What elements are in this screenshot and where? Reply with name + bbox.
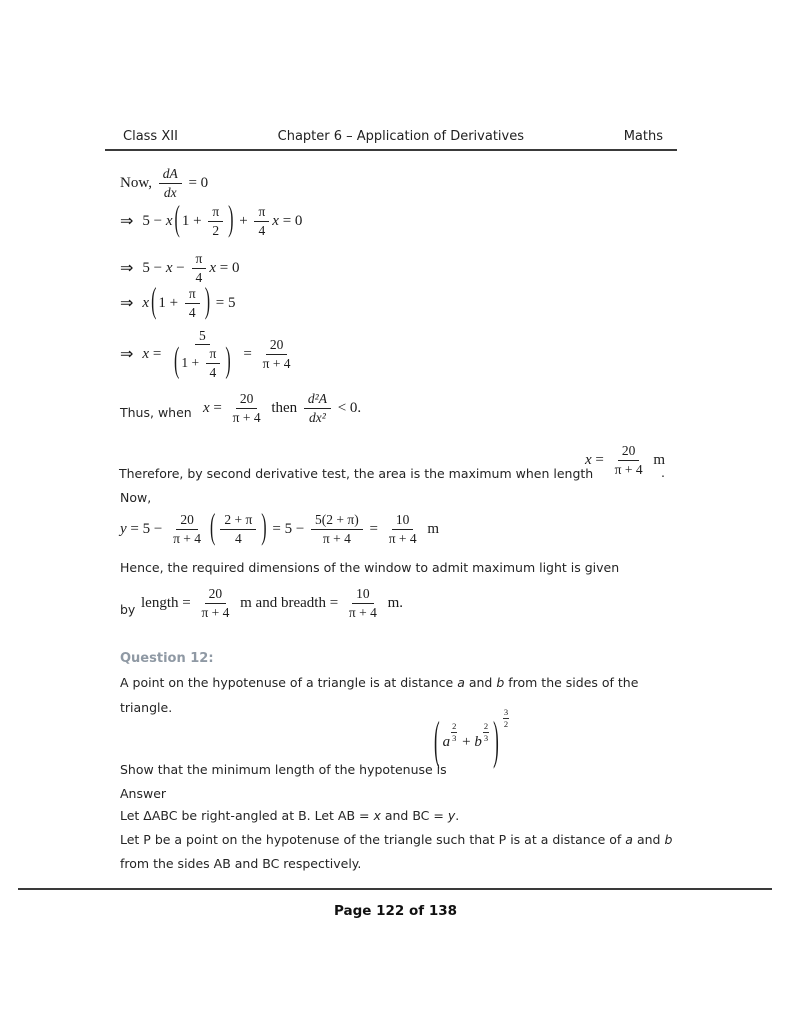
by-label: by: [120, 602, 136, 617]
show-that-text: Show that the minimum length of the hypotenuse is: [120, 762, 447, 777]
fraction: $\frac{\pi}{4}$: [206, 345, 221, 381]
big-parenthesis: (: [174, 200, 180, 239]
now-label: Now,: [120, 490, 152, 505]
big-parenthesis: ): [204, 282, 211, 321]
implies-arrow: ⇒: [120, 346, 134, 363]
fraction: $\frac{\text{d²A}}{\text{dx²}}$: [304, 390, 331, 426]
fraction: 5 ( 1 + $\frac{\pi}{4}$ ): [168, 327, 237, 382]
fraction: $\frac{dA}{dx}$: [159, 165, 182, 201]
question-heading: Question 12:: [120, 651, 214, 666]
equation-dA-dx-zero: Now, $\frac{dA}{dx}$ = 0: [120, 165, 209, 200]
fraction: $\frac{10}{\pi + 4}$: [348, 585, 377, 620]
therefore-text: Therefore, by second derivative test, the area is the maximum when length: [119, 466, 594, 481]
fraction: $\frac{\pi}{4}$: [254, 203, 269, 239]
hence-text: Hence, the required dimensions of the window to admit maximum light is given: [120, 560, 620, 575]
therefore-period: .: [661, 465, 665, 480]
fraction: $\frac{\pi}{2}$: [208, 203, 223, 239]
answer-line-2: Let P be a point on the hypotenuse of the triangle such that P is at a distance of a and b: [120, 831, 673, 847]
big-parenthesis: (: [434, 711, 440, 770]
header-chapter-title: Chapter 6 – Application of Derivatives: [277, 129, 524, 144]
page-header: [105, 129, 677, 151]
footer-divider: [18, 888, 772, 890]
fraction: $\frac{20}{\pi + 4}$: [614, 442, 643, 477]
question-body-line-2: triangle.: [120, 699, 173, 715]
exponent-fraction: 3 2: [503, 707, 509, 729]
big-parenthesis: (: [174, 342, 180, 381]
equation-y-breadth: y = 5 − $\frac{20}{\pi + 4}$ ( $\frac{2 + \pi}{4}$ ) = 5 − $\frac{5(2 + \pi)}{\pi + 4}$ = $\frac{10}{\pi + 4}$ m: [120, 503, 439, 555]
header-subject-label: Maths: [623, 129, 663, 144]
implies-arrow: ⇒: [120, 213, 134, 230]
fraction: $\frac{20}{\pi + 4}$: [173, 511, 202, 546]
question-body-line-1: A point on the hypotenuse of a triangle is at distance a and b from the sides of the: [120, 674, 639, 690]
length-value-math: x = $\frac{20}{\pi + 4}$ m: [585, 442, 665, 477]
hypotenuse-minimum-formula: ( a 2 3 + b 2 3 ) 3 2: [431, 712, 510, 772]
header-class-label: Class XII: [123, 129, 178, 144]
fraction: $\frac{\pi}{4}$: [185, 285, 200, 321]
page-number-label: Page 122 of 138: [333, 903, 458, 919]
fraction: $\frac{20}{\pi + 4}$: [262, 336, 291, 371]
implies-arrow: ⇒: [120, 260, 134, 277]
second-derivative-condition: x = $\frac{20}{\pi + 4}$ then $\frac{\text{d²A}}{\text{dx²}}$ < 0.: [203, 390, 362, 425]
length-breadth-math: length = $\frac{20}{\pi + 4}$ m and breadth = $\frac{10}{\pi + 4}$ m.: [141, 585, 404, 620]
answer-label: Answer: [120, 786, 167, 801]
equation-step-4: ⇒ x = 5 ( 1 + $\frac{\pi}{4}$ ) = $\frac{20}{\pi + 4}$: [120, 323, 298, 385]
fraction: $\frac{5(2 + \pi)}{\pi + 4}$: [311, 511, 363, 547]
answer-line-3: from the sides AB and BC respectively.: [120, 855, 362, 871]
big-parenthesis: (: [210, 508, 216, 547]
big-parenthesis: (: [151, 282, 157, 321]
fraction: $\frac{10}{\pi + 4}$: [388, 511, 417, 546]
equation-step-3: ⇒ x ( 1 + $\frac{\pi}{4}$ ) = 5: [120, 280, 236, 326]
answer-line-1: Let ΔABC be right-angled at B. Let AB = x and BC = y .: [120, 807, 460, 823]
fraction: $\frac{20}{\pi + 4}$: [232, 390, 261, 425]
fraction: $\frac{2 + \pi}{4}$: [220, 511, 256, 547]
exponent-fraction: 2 3: [483, 721, 489, 743]
thus-when-label: Thus, when: [120, 405, 192, 420]
big-parenthesis: ): [493, 711, 499, 770]
fraction: $\frac{\pi}{4}$: [192, 250, 207, 286]
big-parenthesis: ): [228, 200, 234, 239]
exponent-fraction: 2 3: [452, 721, 457, 743]
fraction: $\frac{20}{\pi + 4}$: [201, 585, 230, 620]
equation-step-2: ⇒ 5 − x − $\frac{\pi}{4}$ x = 0: [120, 250, 240, 285]
big-parenthesis: ): [225, 342, 231, 381]
big-parenthesis: ): [261, 508, 267, 547]
equation-step-1: ⇒ 5 − x ( 1 + $\frac{\pi}{2}$ ) + $\frac{\pi}{4}$ x = 0: [120, 196, 302, 246]
implies-arrow: ⇒: [120, 295, 134, 312]
